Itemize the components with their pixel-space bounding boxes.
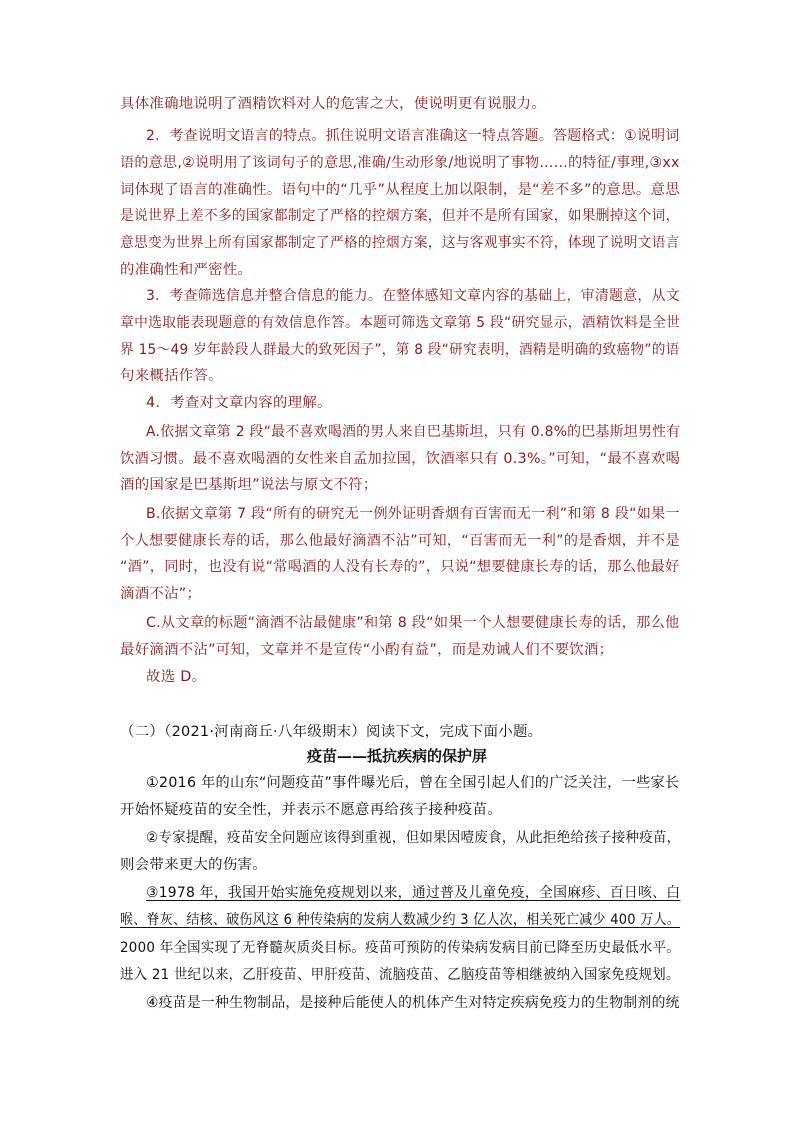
answer-line: 故选 D。 <box>146 669 207 685</box>
answer-line: “酒”，同时，也没有说“常喝酒的人没有长寿的”，只说“想要健康长寿的话，那么他最好 <box>120 559 680 575</box>
article-line: 开始怀疑疫苗的安全性，并表示不愿意再给孩子接种疫苗。 <box>120 802 502 818</box>
answer-line: 章中选取能表现题意的有效信息作答。本题可筛选文章第 5 段“研究显示，酒精饮料是全世 <box>120 315 681 331</box>
answer-line: 意思变为世界上所有国家都制定了严格的控烟方案，这与客观事实不符，体现了说明文语言 <box>120 235 680 251</box>
answer-line: 4．考查对文章内容的理解。 <box>146 395 332 411</box>
answer-line: 3．考查筛选信息并整合信息的能力。在整体感知文章内容的基础上，审清题意，从文 <box>146 288 680 304</box>
article-line: ②专家提醒，疫苗安全问题应该得到重视，但如果因噎废食，从此拒绝给孩子接种疫苗， <box>146 830 681 846</box>
answer-line: 个人想要健康长寿的话，那么他最好滴酒不沾”可知，“百害而无一利”的是香烟，并不是 <box>120 533 680 549</box>
answer-line: 是说世界上差不多的国家都制定了严格的控烟方案，但并不是所有国家，如果删掉这个词， <box>120 208 680 224</box>
article-line-underlined: 喉、脊灰、结核、破伤风这 6 种传染病的发病人数减少约 3 亿人次，相关死亡减少 400 万人。 <box>120 912 681 928</box>
answer-line: 的准确性和严密性。 <box>120 262 253 278</box>
article-line: ①2016 年的山东“问题疫苗”事件曝光后，曾在全国引起人们的广泛关注，一些家长 <box>146 775 680 791</box>
answer-line: A.依据文章第 2 段“最不喜欢喝酒的男人来自巴基斯坦，只有 0.8%的巴基斯坦男性有 <box>146 424 681 440</box>
article-line: 2000 年全国实现了无脊髓灰质炎目标。疫苗可预防的传染病发病目前已降至历史最低水平。 <box>120 940 680 956</box>
article-title: 疫苗——抵抗疾病的保护屏 <box>306 747 487 765</box>
answer-line: 酒的国家是巴基斯坦”说法与原文不符； <box>120 477 378 493</box>
article-line: 进入 21 世纪以来，乙肝疫苗、甲肝疫苗、流脑疫苗、乙脑疫苗等相继被纳入国家免疫规划。 <box>120 967 680 983</box>
answer-line: 滴酒不沾”； <box>120 586 202 602</box>
article-line: ④疫苗是一种生物制品，是接种后能使人的机体产生对特定疾病免疫力的生物制剂的统 <box>146 995 680 1011</box>
answer-line: 界 15～49 岁年龄段人群最大的致死因子”，第 8 段“研究表明，酒精是明确的致癌物”的语 <box>120 342 680 358</box>
answer-line: 饮酒习惯。最不喜欢喝酒的女性来自孟加拉国，饮酒率只有 0.3%。”可知，“最不喜欢喝 <box>120 451 681 467</box>
answer-line: 语的意思,②说明用了该词句子的意思,准确/生动形象/地说明了事物……的特征/事理,③xx <box>120 155 680 171</box>
answer-line: 词体现了语言的准确性。语句中的“几乎”从程度上加以限制，是“差不多”的意思。意思 <box>120 182 680 198</box>
article-line: 则会带来更大的伤害。 <box>120 857 267 873</box>
answer-line: 最好滴酒不沾”可知，文章并不是宣传“小酌有益”，而是劝诫人们不要饮酒； <box>120 642 614 658</box>
section-heading: （二）（2021·河南商丘·八年级期末）阅读下文，完成下面小题。 <box>120 724 543 740</box>
answer-line: B.依据文章第 7 段“所有的研究无一例外证明香烟有百害而无一利”和第 8 段“如果一 <box>146 506 680 522</box>
article-line-underlined: ③1978 年，我国开始实施免疫规划以来，通过普及儿童免疫，全国麻疹、百日咳、白 <box>146 885 681 901</box>
answer-line: 句来概括作答。 <box>120 368 223 384</box>
answer-line: 2．考查说明文语言的特点。抓住说明文语言准确这一特点答题。答题格式：①说明词 <box>146 128 680 144</box>
answer-line: 具体准确地说明了酒精饮料对人的危害之大，使说明更有说服力。 <box>120 96 547 112</box>
answer-line: C.从文章的标题“滴酒不沾最健康”和第 8 段“如果一个人想要健康长寿的话，那么他 <box>146 615 680 631</box>
